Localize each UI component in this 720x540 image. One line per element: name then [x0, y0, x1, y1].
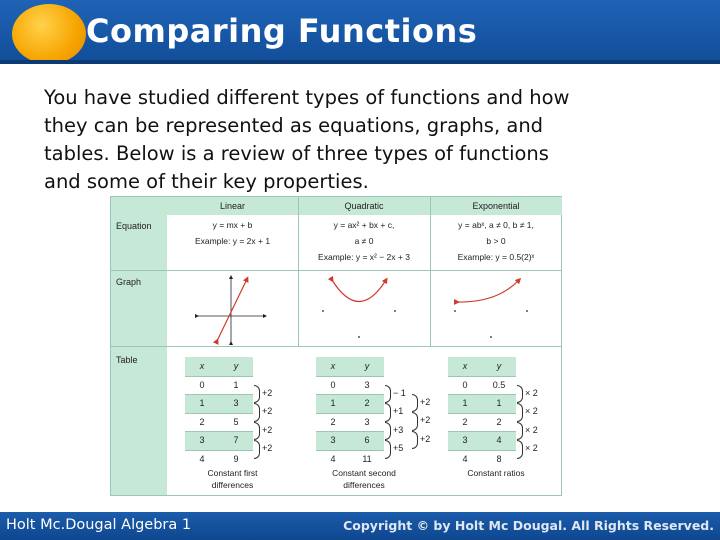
- mini-table-y-value: 11: [362, 453, 372, 464]
- mini-table-y-value: 3: [364, 416, 370, 427]
- book-title: Holt Mc.Dougal Algebra 1: [6, 517, 192, 533]
- mini-table-x-value: 1: [462, 398, 468, 408]
- equation-example: Example: y = 2x + 1: [194, 236, 271, 246]
- mini-table-x-value: 2: [462, 416, 468, 427]
- header-linear: Linear: [219, 201, 246, 211]
- difference-bracket: [385, 403, 391, 422]
- equation-example: Example: y = x² − 2x + 3: [318, 252, 410, 262]
- difference-bracket: [517, 422, 523, 441]
- mini-table-y-value: 8: [496, 453, 502, 464]
- intro-line: they can be represented as equations, graphs, and: [44, 114, 544, 137]
- slide-title: Comparing Functions: [86, 12, 478, 50]
- difference-bracket: [385, 422, 391, 441]
- difference-bracket: [254, 422, 260, 441]
- mini-table-x-value: 0: [199, 379, 205, 390]
- mini-table-y-value: 1: [233, 379, 239, 390]
- second-difference-bracket: [412, 412, 418, 431]
- mini-table-x-value: 1: [199, 398, 205, 408]
- quadratic-graph: [322, 280, 396, 338]
- difference-label: +5: [393, 443, 404, 454]
- difference-bracket: [517, 440, 523, 459]
- mini-table-x-value: 3: [199, 435, 205, 445]
- difference-label: +2: [262, 387, 273, 398]
- difference-label: − 1: [393, 387, 406, 398]
- mini-table-y-value: 2: [364, 398, 370, 408]
- equation-exponential: [430, 217, 562, 265]
- mini-table-y-header: y: [233, 361, 239, 371]
- mini-table-x-header: x: [462, 361, 468, 371]
- copyright-notice: Copyright © by Holt Mc Dougal. All Rights Reserved.: [343, 518, 714, 533]
- table-note-line: Constant ratios: [467, 468, 525, 478]
- mini-table-x-value: 0: [330, 379, 336, 390]
- mini-table-x-header: x: [330, 361, 336, 371]
- difference-bracket: [385, 385, 391, 404]
- difference-label: +2: [262, 406, 273, 417]
- difference-label: +1: [393, 406, 404, 417]
- second-difference-label: +2: [420, 415, 431, 426]
- mini-table-y-value: 3: [364, 379, 370, 390]
- second-difference-label: +2: [420, 433, 431, 444]
- difference-label: × 2: [525, 406, 538, 417]
- table-note-line: differences: [343, 480, 385, 490]
- difference-label: +3: [393, 424, 404, 435]
- intro-line: and some of their key properties.: [44, 170, 369, 193]
- mini-table-y-header: y: [496, 361, 502, 371]
- intro-line: tables. Below is a review of three types of functions: [44, 142, 549, 165]
- mini-table-y-value: 4: [496, 435, 502, 445]
- equation-quadratic: [298, 217, 430, 265]
- mini-table-y-header: y: [364, 361, 370, 371]
- mini-table-y-value: 1: [496, 398, 502, 408]
- difference-bracket: [385, 440, 391, 459]
- difference-label: × 2: [525, 387, 538, 398]
- equation-linear: [167, 217, 298, 249]
- row-divider: [111, 270, 167, 271]
- difference-bracket: [254, 403, 260, 422]
- mini-table-y-value: 0.5: [492, 379, 506, 390]
- equation-condition: a ≠ 0: [354, 236, 374, 246]
- title-bar-stripe: [0, 60, 720, 64]
- difference-label: +2: [262, 443, 273, 454]
- mini-table-y-value: 3: [233, 398, 239, 408]
- mini-table-y-value: 7: [233, 435, 239, 445]
- equation-condition: b > 0: [486, 236, 506, 246]
- graph-row: [167, 271, 562, 346]
- difference-bracket: [517, 403, 523, 422]
- mini-table-x-value: 4: [330, 453, 336, 464]
- difference-label: × 2: [525, 443, 538, 454]
- header-quadratic: Quadratic: [344, 201, 384, 211]
- mini-table-x-value: 3: [462, 435, 468, 445]
- row-divider: [167, 346, 562, 347]
- mini-table-y-value: 9: [233, 453, 239, 464]
- mini-table-y-value: 2: [496, 416, 502, 427]
- header-exponential: Exponential: [472, 201, 520, 211]
- table-note-line: differences: [211, 480, 254, 490]
- difference-label: +2: [262, 424, 273, 435]
- mini-table-x-value: 1: [330, 398, 336, 408]
- row-label-equation: Equation: [116, 221, 152, 231]
- mini-table-x-value: 3: [330, 435, 336, 445]
- equation-example: Example: y = 0.5(2)ˣ: [457, 252, 535, 262]
- exponential-graph: [454, 280, 528, 338]
- difference-bracket: [517, 385, 523, 404]
- intro-paragraph: [44, 84, 684, 196]
- second-difference-label: +2: [420, 396, 431, 407]
- equation-general-form: y = ax² + bx + c,: [333, 220, 395, 230]
- mini-table-y-value: 6: [364, 435, 370, 445]
- footer-bar: [0, 512, 720, 540]
- mini-table-x-value: 0: [462, 379, 468, 390]
- mini-table-x-value: 2: [330, 416, 336, 427]
- equation-general-form: y = mx + b: [212, 220, 253, 230]
- difference-bracket: [254, 385, 260, 404]
- intro-line: You have studied different types of functions and how: [44, 86, 570, 109]
- mini-table-y-value: 5: [233, 416, 239, 427]
- row-divider: [111, 346, 167, 347]
- function-comparison-table: [110, 196, 562, 496]
- second-difference-bracket: [412, 431, 418, 450]
- table-note-line: Constant first: [207, 468, 258, 478]
- mini-table-x-header: x: [199, 361, 205, 371]
- logo-circle-icon: [12, 4, 86, 64]
- mini-table-x-value: 4: [199, 453, 205, 464]
- table-note-line: Constant second: [332, 468, 396, 478]
- mini-table-x-value: 2: [199, 416, 205, 427]
- second-difference-bracket: [412, 394, 418, 413]
- linear-graph: [197, 277, 265, 343]
- title-bar: [0, 0, 720, 64]
- row-label-table: Table: [116, 355, 138, 365]
- mini-table-x-value: 4: [462, 453, 468, 464]
- equation-general-form: y = abˣ, a ≠ 0, b ≠ 1,: [458, 220, 534, 230]
- difference-label: × 2: [525, 424, 538, 435]
- row-label-graph: Graph: [116, 277, 142, 287]
- difference-bracket: [254, 440, 260, 459]
